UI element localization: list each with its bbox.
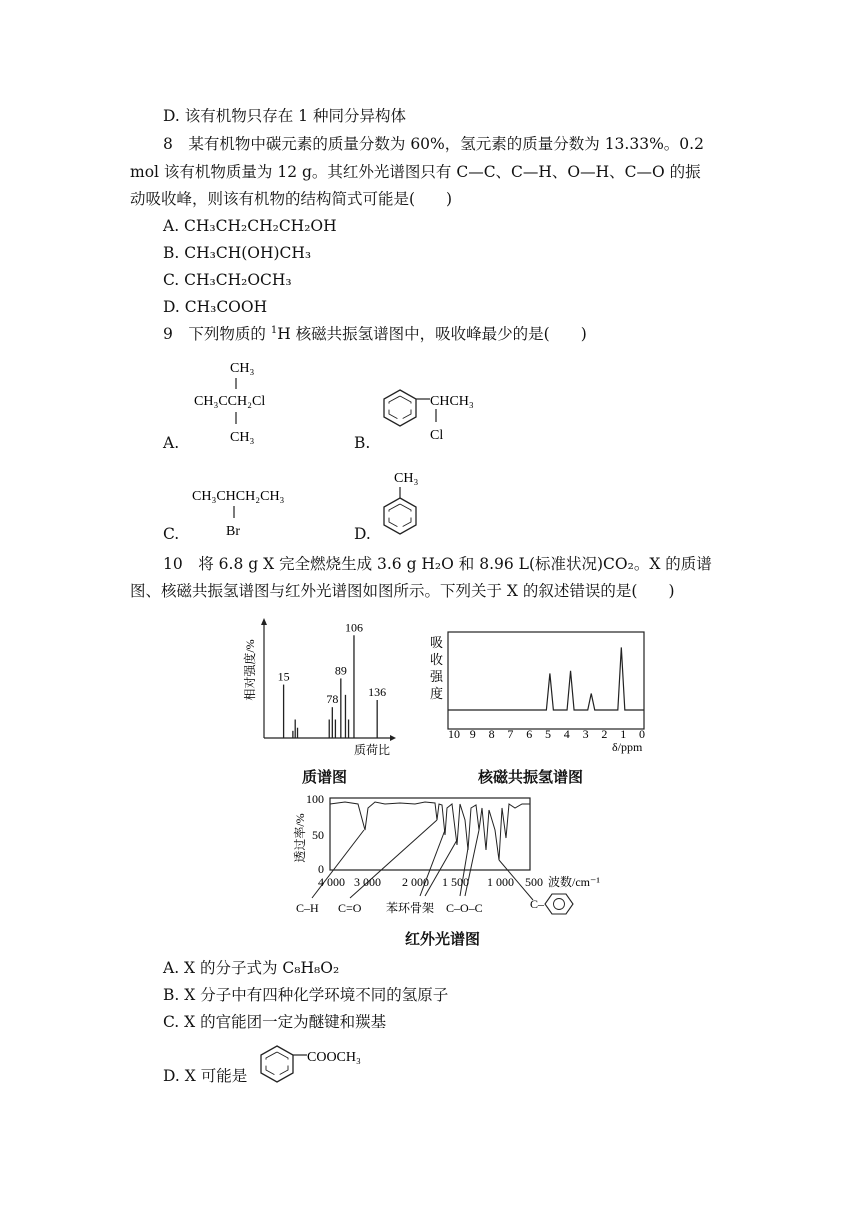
benzene-ring-icon [261,1046,293,1082]
q9-stem [163,324,587,347]
nmr-xtick: 4 [563,727,570,741]
nmr-xtick: 8 [488,727,495,741]
q9-number: 9 [163,325,173,343]
q10-option-c: C. X 的官能团一定为醚键和羰基 [163,1013,387,1031]
nmr-xtick: 5 [545,727,551,741]
ir-xtick-1500: 1 500 [442,875,469,889]
ms-x-arrow-icon [390,735,396,741]
q8-option-b: B. CH₃CH(OH)CH₃ [163,244,312,262]
q8-stem-line2: mol 该有机物质量为 12 g。其红外光谱图只有 C—C、C—H、O—H、C—O 的振 [130,163,701,181]
q9-label-a: A. [163,434,180,452]
ir-ytick-0: 0 [318,862,324,876]
q8-option-a: A. CH₃CH₂CH₂CH₂OH [163,217,337,235]
q9-label-c: C. [163,525,180,543]
benzene-inner-icon [266,1052,288,1076]
q10-option-d: D. X 可能是 [163,1067,248,1085]
nmr-xtick: 0 [639,727,645,741]
ms-xlabel: 质荷比 [354,743,391,757]
structure-c [190,480,330,540]
q10d-group: COOCH₃ [307,1050,361,1065]
ir-annot-co: C=O [338,901,362,915]
ir-annot-ch: C–H [296,901,319,915]
nmr-xtick: 2 [601,727,608,741]
q8-option-c: C. CH₃CH₂OCH₃ [163,271,292,289]
ir-chart [290,790,620,920]
struct-b-sub: Cl [430,428,444,443]
nmr-xtick: 6 [526,727,533,741]
ir-benzene-ring-icon [545,894,573,914]
q8-stem-line3: 动吸收峰，则该有机物的结构简式可能是( ) [130,190,453,208]
nmr-trace [448,647,644,710]
struct-a-mid: CH₃CCH₂Cl [194,394,266,409]
benzene-inner-icon [389,504,411,528]
ir-ylabel: 透过率/% [293,813,307,863]
struct-a-bot: CH₃ [230,430,255,445]
mass-spectrum-chart [240,610,400,762]
ms-peak-label: 89 [334,663,347,678]
q8-line1-text: 某有机物中碳元素的质量分数为 60%，氢元素的质量分数为 13.33%。0.2 [188,135,704,153]
benzene-ring-icon [384,498,416,534]
q9-stem-post: H 核磁共振氢谱图中，吸收峰最少的是( ) [277,325,587,343]
nmr-xtick: 10 [448,727,460,741]
q9-label-b: B. [354,434,371,452]
nmr-xtick: 9 [469,727,476,741]
ms-ylabel: 相对强度/% [243,639,257,701]
struct-a-top: CH₃ [230,361,255,376]
ms-peak-label: 78 [326,692,339,707]
struct-d-top: CH₃ [394,471,419,486]
q8-option-d: D. CH₃COOH [163,298,268,316]
q10-stem-line1 [163,554,712,574]
q8-number: 8 [163,135,173,153]
structure-q10d [255,1040,385,1090]
ms-y-arrow-icon [261,618,267,625]
ir-annot-coc: C–O–C [446,901,483,915]
q7-option-d: D. 该有机物只存在 1 种同分异构体 [163,107,406,125]
nmr-xtick: 3 [582,727,589,741]
benzene-ring-icon [384,390,416,426]
ir-xtick-1000: 1 000 [487,875,514,889]
q10-option-b: B. X 分子中有四种化学环境不同的氢原子 [163,986,449,1004]
ir-xlabel: 波数/cm⁻¹ [548,875,600,889]
q10-number: 10 [163,555,183,573]
struct-c-sub: Br [226,524,240,539]
structure-b [378,384,508,449]
ir-ytick-100: 100 [306,792,324,806]
nmr-frame [448,632,644,729]
structure-a [190,352,320,447]
ir-xtick-2000: 2 000 [402,875,429,889]
nmr-ylabel: 吸收强度 [430,635,444,701]
q10-line1-text: 将 6.8 g X 完全燃烧生成 3.6 g H₂O 和 8.96 L(标准状况)CO₂。X 的质谱 [198,555,712,573]
structure-d [378,462,438,542]
ir-annot-c-ring: C– [530,897,545,911]
q9-stem-pre: 下列物质的 [188,325,271,343]
ir-title: 红外光谱图 [405,930,481,948]
q8-stem-line1 [163,134,704,154]
q9-label-d: D. [354,525,371,543]
nmr-chart [428,630,658,755]
nmr-title: 核磁共振氢谱图 [478,768,584,786]
ir-ytick-50: 50 [312,828,324,842]
ms-peak-label: 136 [368,684,387,699]
ir-trace [330,802,530,860]
struct-b-chain: CHCH₃ [430,394,474,409]
ir-xtick-4000: 4 000 [318,875,345,889]
nmr-xlabel: δ/ppm [612,740,643,754]
ir-xtick-500: 500 [525,875,543,889]
ms-peak-label: 106 [344,620,363,635]
ir-annot-benzene: 苯环骨架 [386,901,435,915]
struct-c-chain: CH₃CHCH₂CH₃ [192,489,285,504]
nmr-xtick: 7 [507,727,514,741]
nmr-xtick: 1 [620,727,627,741]
q9-stem-sup: 1 [270,325,278,336]
ms-peak-label: 15 [277,669,290,684]
ms-title: 质谱图 [302,768,348,786]
benzene-inner-icon [389,396,411,420]
q10-stem-line2: 图、核磁共振氢谱图与红外光谱图如图所示。下列关于 X 的叙述错误的是( ) [130,582,675,600]
ir-benzene-inner-icon [554,899,565,910]
ir-xtick-3000: 3 000 [354,875,381,889]
q10-option-a: A. X 的分子式为 C₈H₈O₂ [163,959,340,977]
